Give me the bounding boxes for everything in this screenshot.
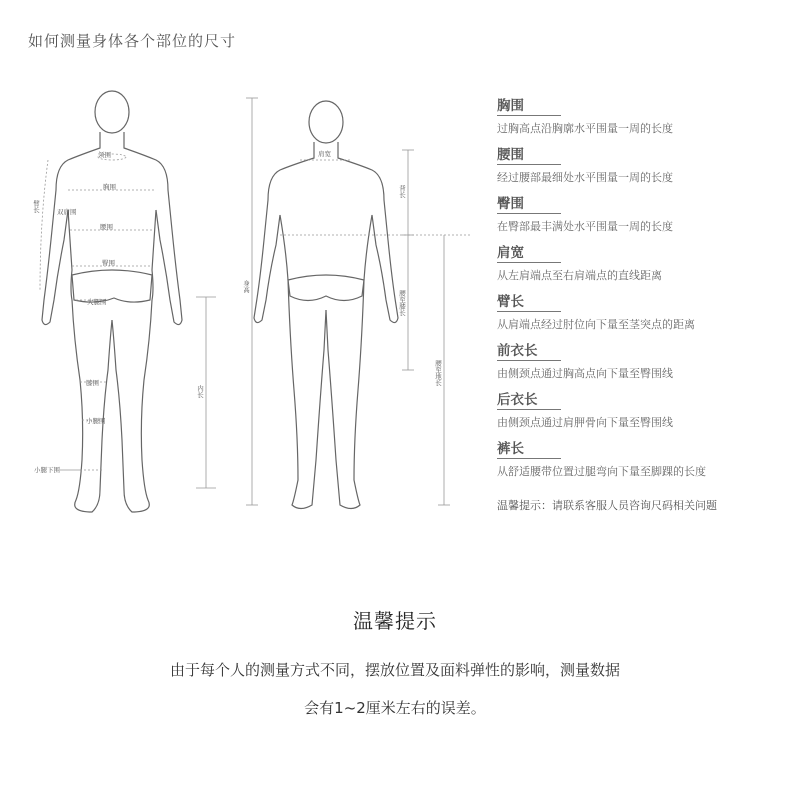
legend-desc: 从肩端点经过肘位向下量至茎突点的距离 [497,318,695,331]
legend-name: 臂长 [497,294,524,310]
legend-name: 裤长 [497,441,524,457]
legend-name: 胸围 [497,98,524,114]
measurement-legend [497,92,787,484]
legend-item [497,141,787,190]
legend-item [497,435,787,484]
legend-name: 前衣长 [497,343,538,359]
legend-desc: 从左肩端点至右肩端点的直线距离 [497,269,662,282]
legend-divider [497,458,561,459]
legend-desc: 由侧颈点通过胸高点向下量至臀围线 [497,367,673,380]
legend-item [497,337,787,386]
legend-divider [497,115,561,116]
back-figure [254,101,398,509]
legend-divider [497,409,561,410]
label-height: 身高 [242,280,250,293]
back-measure-lines [246,98,470,505]
label-collar: 双肩围 [57,208,77,216]
legend-desc: 由侧颈点通过肩胛骨向下量至臀围线 [497,416,673,429]
legend-item [497,92,787,141]
legend-desc: 经过腰部最细处水平围量一周的长度 [497,171,673,184]
legend-divider [497,311,561,312]
front-measure-lines [40,154,216,488]
label-hip: 臀围 [102,259,115,267]
legend-divider [497,213,561,214]
legend-divider [497,360,561,361]
legend-item [497,288,787,337]
legend-desc: 过胸高点沿胸廓水平围量一周的长度 [497,122,673,135]
label-back-length: 背长 [398,185,406,198]
legend-name: 腰围 [497,147,524,163]
legend-name: 后衣长 [497,392,538,408]
label-chest: 胸围 [103,183,116,191]
label-shoulder: 肩宽 [318,150,331,158]
front-labels [32,150,204,474]
legend-desc: 从舒适腰带位置过腿弯向下量至脚踝的长度 [497,465,706,478]
legend-name: 肩宽 [497,245,524,261]
label-inseam: 内长 [196,385,204,398]
label-waist-knee: 腰至膝长 [398,290,406,316]
legend-divider [497,262,561,263]
legend-item [497,239,787,288]
label-calf: 小腿围 [86,417,106,425]
label-waist: 腰围 [100,223,113,231]
label-neck: 领围 [98,151,111,159]
label-arm: 臂长 [32,200,40,213]
service-tip: 温馨提示：请联系客服人员咨询尺码相关问题 [497,499,717,512]
back-labels [242,149,442,387]
legend-item [497,386,787,435]
legend-divider [497,164,561,165]
label-waist-floor: 腰至地长 [434,360,442,386]
legend-name: 臀围 [497,196,524,212]
legend-item [497,190,787,239]
notice-text-line-2: 会有1~2厘米左右的误差。 [304,699,486,717]
notice-text-line-1: 由于每个人的测量方式不同，摆放位置及面料弹性的影响，测量数据 [169,661,620,679]
label-thigh: 大腿围 [87,298,107,306]
notice-title: 温馨提示 [353,609,437,633]
label-ankle: 小腿下围 [34,466,60,474]
page-title: 如何测量身体各个部位的尺寸 [28,32,237,50]
legend-desc: 在臀部最丰满处水平围量一周的长度 [497,220,673,233]
label-knee: 膝围 [86,379,99,387]
